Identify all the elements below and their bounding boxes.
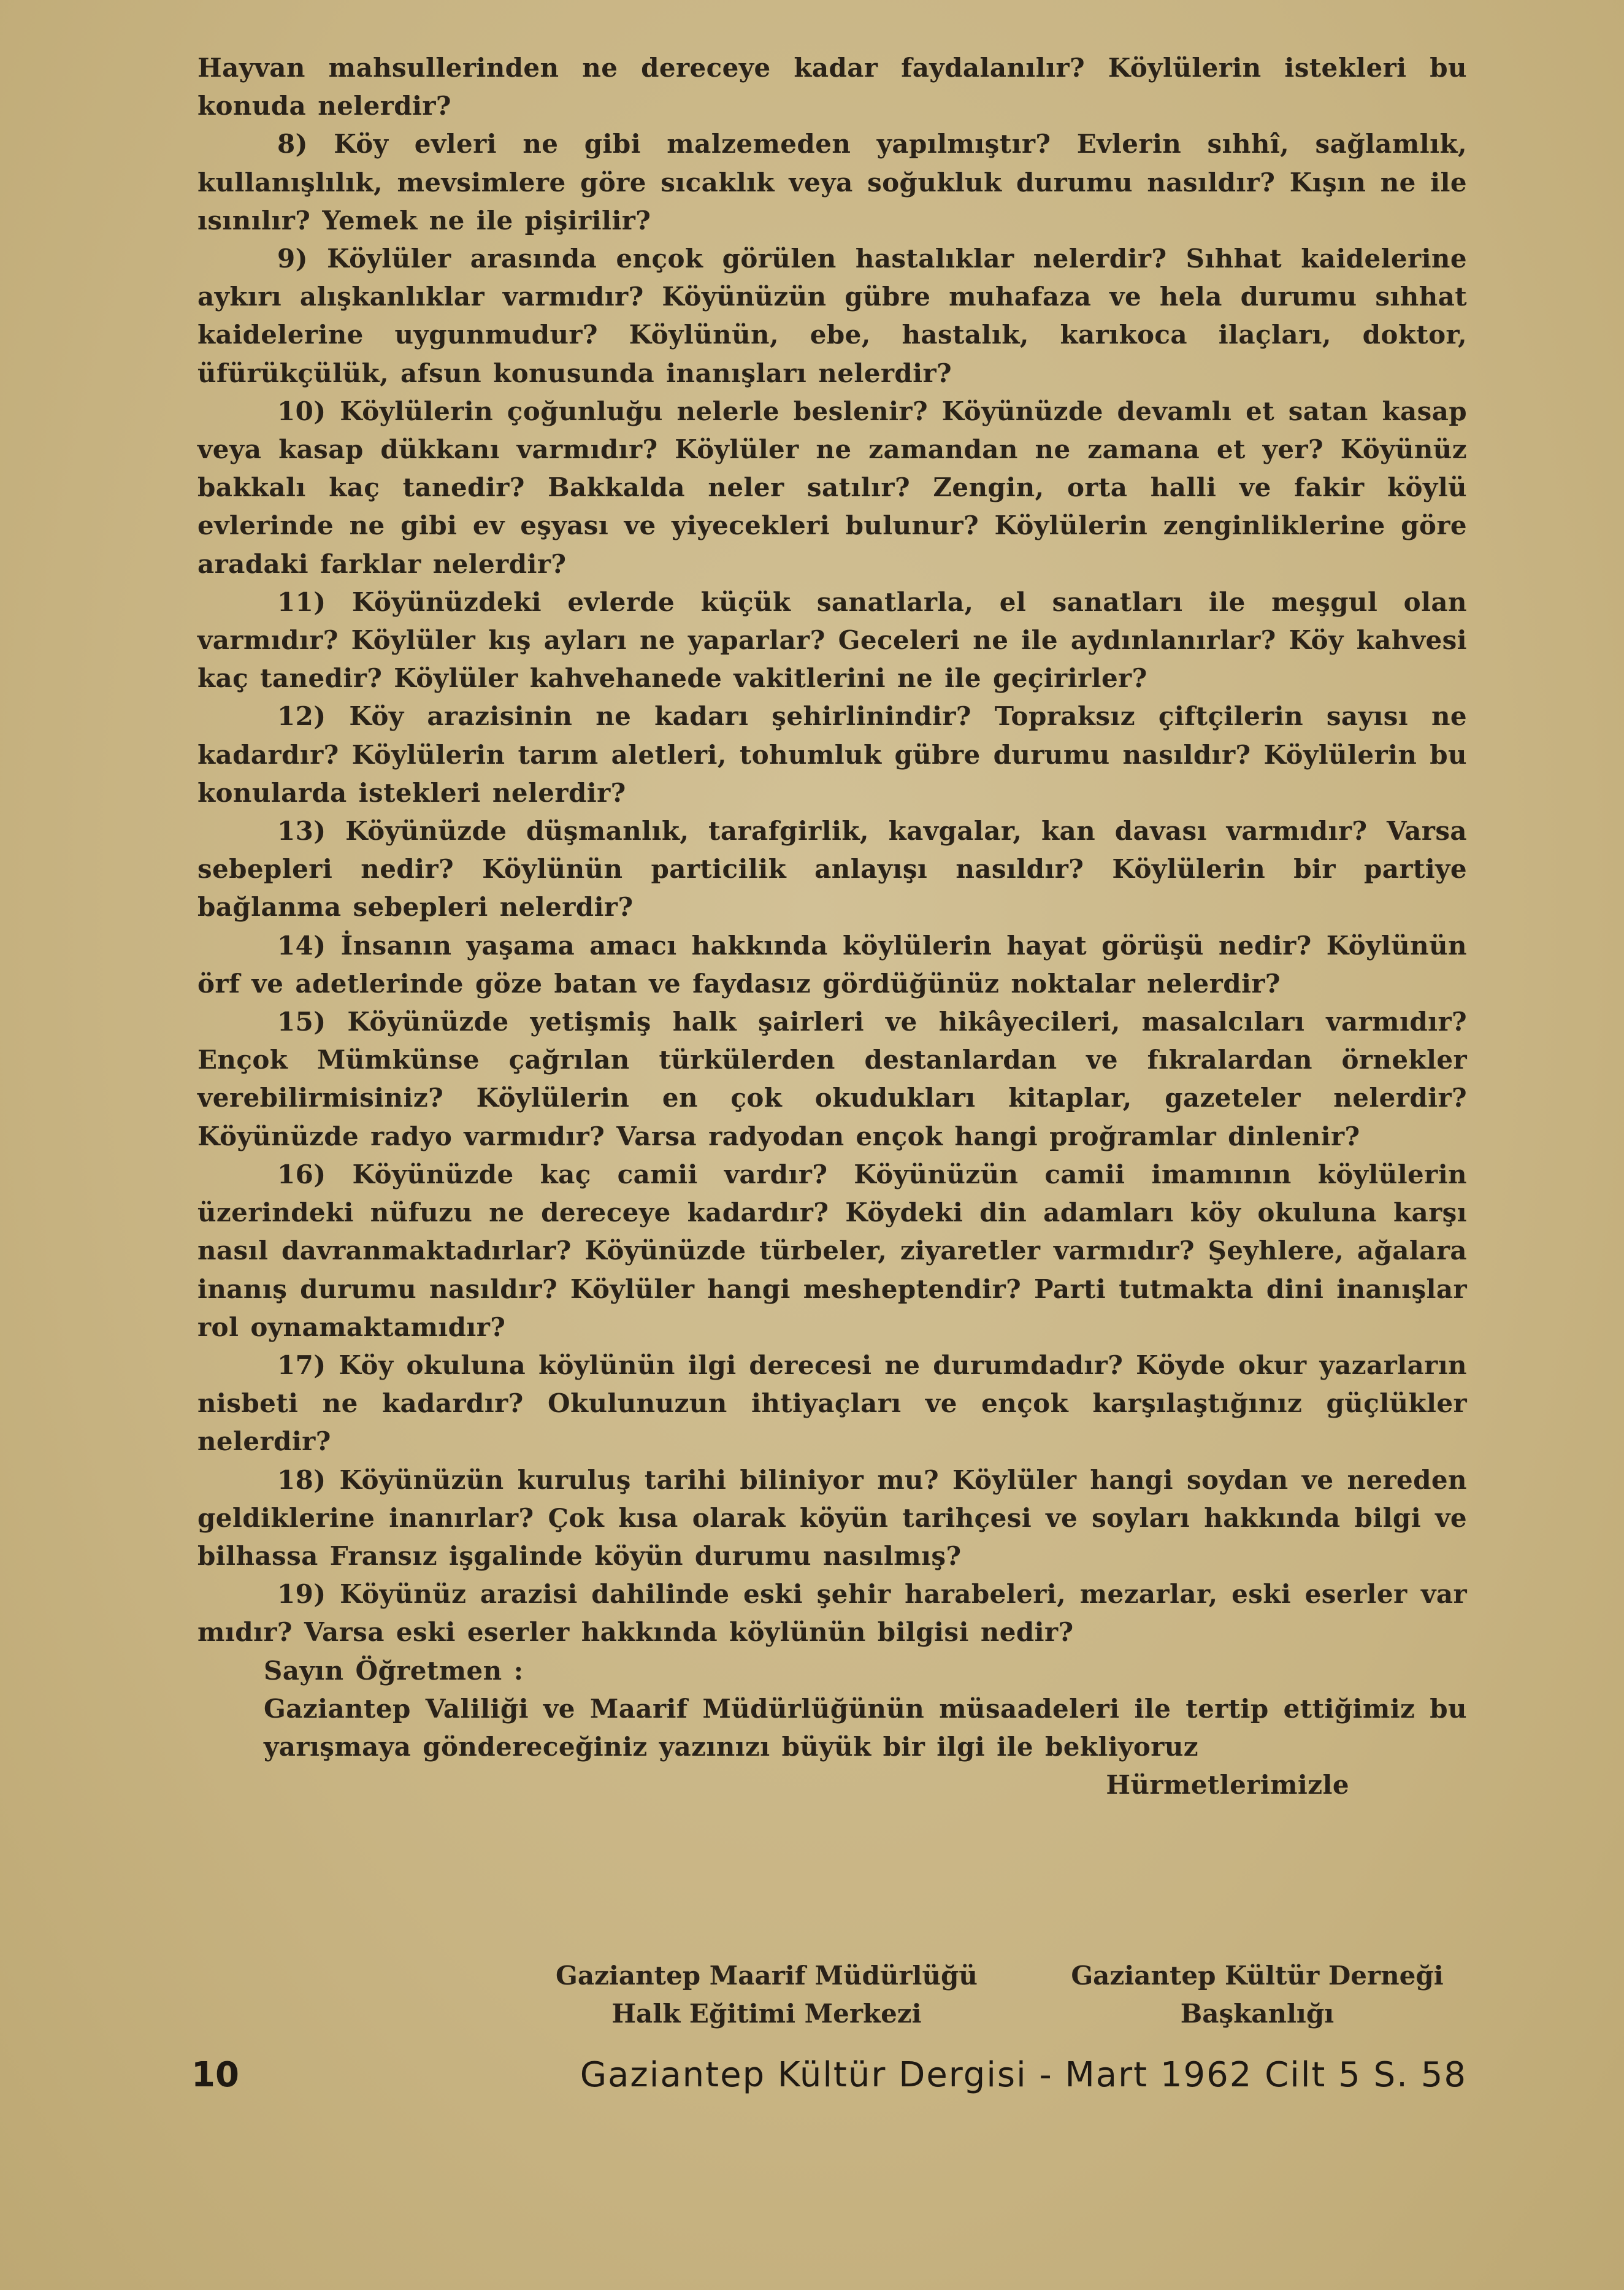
paragraph-question-15: 15) Köyünüzde yetişmiş halk şairleri ve hikâyecileri, masalcıları varmıdır? Ençok Mümkünse çağrılan türkülerden destanlardan ve fıkralardan örnekler verebilirmisiniz? Köylülerin en çok okudukları kitaplar, gazeteler nelerdir? Köyünüzde radyo varmıdır? Varsa radyodan ençok hangi proğramlar dinlenir?: [197, 1007, 1467, 1151]
signature-right-line1: Gaziantep Kültür Derneği: [1071, 1961, 1444, 1991]
signature-left-line1: Gaziantep Maarif Müdürlüğü: [556, 1961, 978, 1991]
paragraph-continuation: Hayvan mahsullerinden ne dereceye kadar faydalanılır? Köylülerin istekleri bu konuda nelerdir?: [197, 53, 1467, 121]
signature-left: [527, 1957, 1006, 2033]
paragraph-question-9: 9) Köylüler arasında ençok görülen hastalıklar nelerdir? Sıhhat kaidelerine aykırı alışkanlıklar varmıdır? Köyünüzün gübre muhafaza ve hela durumu sıhhat kaidelerine uygunmudur? Köylünün, ebe, hastalık, karıkoca ilaçları, doktor, üfürükçülük, afsun konusunda inanışları nelerdir?: [197, 244, 1467, 388]
regards: Hürmetlerimizle: [1106, 1770, 1349, 1800]
closing-paragraph: Gaziantep Valiliği ve Maarif Müdürlüğünün müsaadeleri ile tertip ettiğimiz bu yarışmaya göndereceğiniz yazınızı büyük bir ilgi ile bekliyoruz: [264, 1693, 1467, 1762]
body-text: [197, 49, 1467, 1804]
signature-left-line2: Halk Eğitimi Merkezi: [611, 1999, 922, 2029]
paragraph-question-17: 17) Köy okuluna köylünün ilgi derecesi ne durumdadır? Köyde okur yazarların nisbeti ne kadardır? Okulunuzun ihtiyaçları ve ençok karşılaştığınız güçlükler nelerdir?: [197, 1350, 1467, 1457]
signature-right: [1036, 1957, 1478, 2033]
paragraph-question-14: 14) İnsanın yaşama amacı hakkında köylülerin hayat görüşü nedir? Köylünün örf ve adetlerinde göze batan ve faydasız gördüğünüz noktalar nelerdir?: [197, 930, 1467, 999]
paragraph-question-16: 16) Köyünüzde kaç camii vardır? Köyünüzün camii imamının köylülerin üzerindeki nüfuzu ne dereceye kadardır? Köydeki din adamları köy okuluna karşı nasıl davranmaktadırlar? Köyünüzde türbeler, ziyaretler varmıdır? Şeyhlere, ağalara inanış durumu nasıldır? Köylüler hangi mesheptendir? Parti tutmakta dini inanışlar rol oynamaktamıdır?: [197, 1159, 1467, 1342]
paragraph-question-12: 12) Köy arazisinin ne kadarı şehirlinindir? Topraksız çiftçilerin sayısı ne kadardır? Köylülerin tarım aletleri, tohumluk gübre durumu nasıldır? Köylülerin bu konularda istekleri nelerdir?: [197, 701, 1467, 808]
paragraph-question-11: 11) Köyünüzdeki evlerde küçük sanatlarla, el sanatları ile meşgul olan varmıdır? Köylüler kış ayları ne yaparlar? Geceleri ne ile aydınlanırlar? Köy kahvesi kaç tanedir? Köylüler kahvehanede vakitlerini ne ile geçirirler?: [197, 586, 1467, 694]
page-footer: [191, 2055, 1467, 2104]
paragraph-question-19: 19) Köyünüz arazisi dahilinde eski şehir harabeleri, mezarlar, eski eserler var mıdır? Varsa eski eserler hakkında köylünün bilgisi nedir?: [197, 1579, 1467, 1648]
paragraph-question-10: 10) Köylülerin çoğunluğu nelerle beslenir? Köyünüzde devamlı et satan kasap veya kasap dükkanı varmıdır? Köylüler ne zamandan ne zamana et yer? Köyünüz bakkalı kaç tanedir? Bakkalda neler satılır? Zengin, orta halli ve fakir köylü evlerinde ne gibi ev eşyası ve yiyecekleri bulunur? Köylülerin zenginliklerine göre aradaki farklar nelerdir?: [197, 396, 1467, 579]
page-number: 10: [191, 2055, 239, 2095]
footer-title: Gaziantep Kültür Dergisi - Mart 1962 Cilt 5 S. 58: [580, 2055, 1467, 2095]
paragraph-question-8: 8) Köy evleri ne gibi malzemeden yapılmıştır? Evlerin sıhhî, sağlamlık, kullanışlılık, mevsimlere göre sıcaklık veya soğukluk durumu nasıldır? Kışın ne ile ısınılır? Yemek ne ile pişirilir?: [197, 129, 1467, 236]
signature-right-line2: Başkanlığı: [1180, 1999, 1335, 2029]
paragraph-question-18: 18) Köyünüzün kuruluş tarihi biliniyor mu? Köylüler hangi soydan ve nereden geldiklerine inanırlar? Çok kısa olarak köyün tarihçesi ve soyları hakkında bilgi ve bilhassa Fransız işgalinde köyün durumu nasılmış?: [197, 1464, 1467, 1571]
paragraph-question-13: 13) Köyünüzde düşmanlık, tarafgirlik, kavgalar, kan davası varmıdır? Varsa sebepleri nedir? Köylünün particilik anlayışı nasıldır? Köylülerin bir partiye bağlanma sebepleri nelerdir?: [197, 816, 1467, 923]
salutation: Sayın Öğretmen :: [264, 1655, 524, 1686]
